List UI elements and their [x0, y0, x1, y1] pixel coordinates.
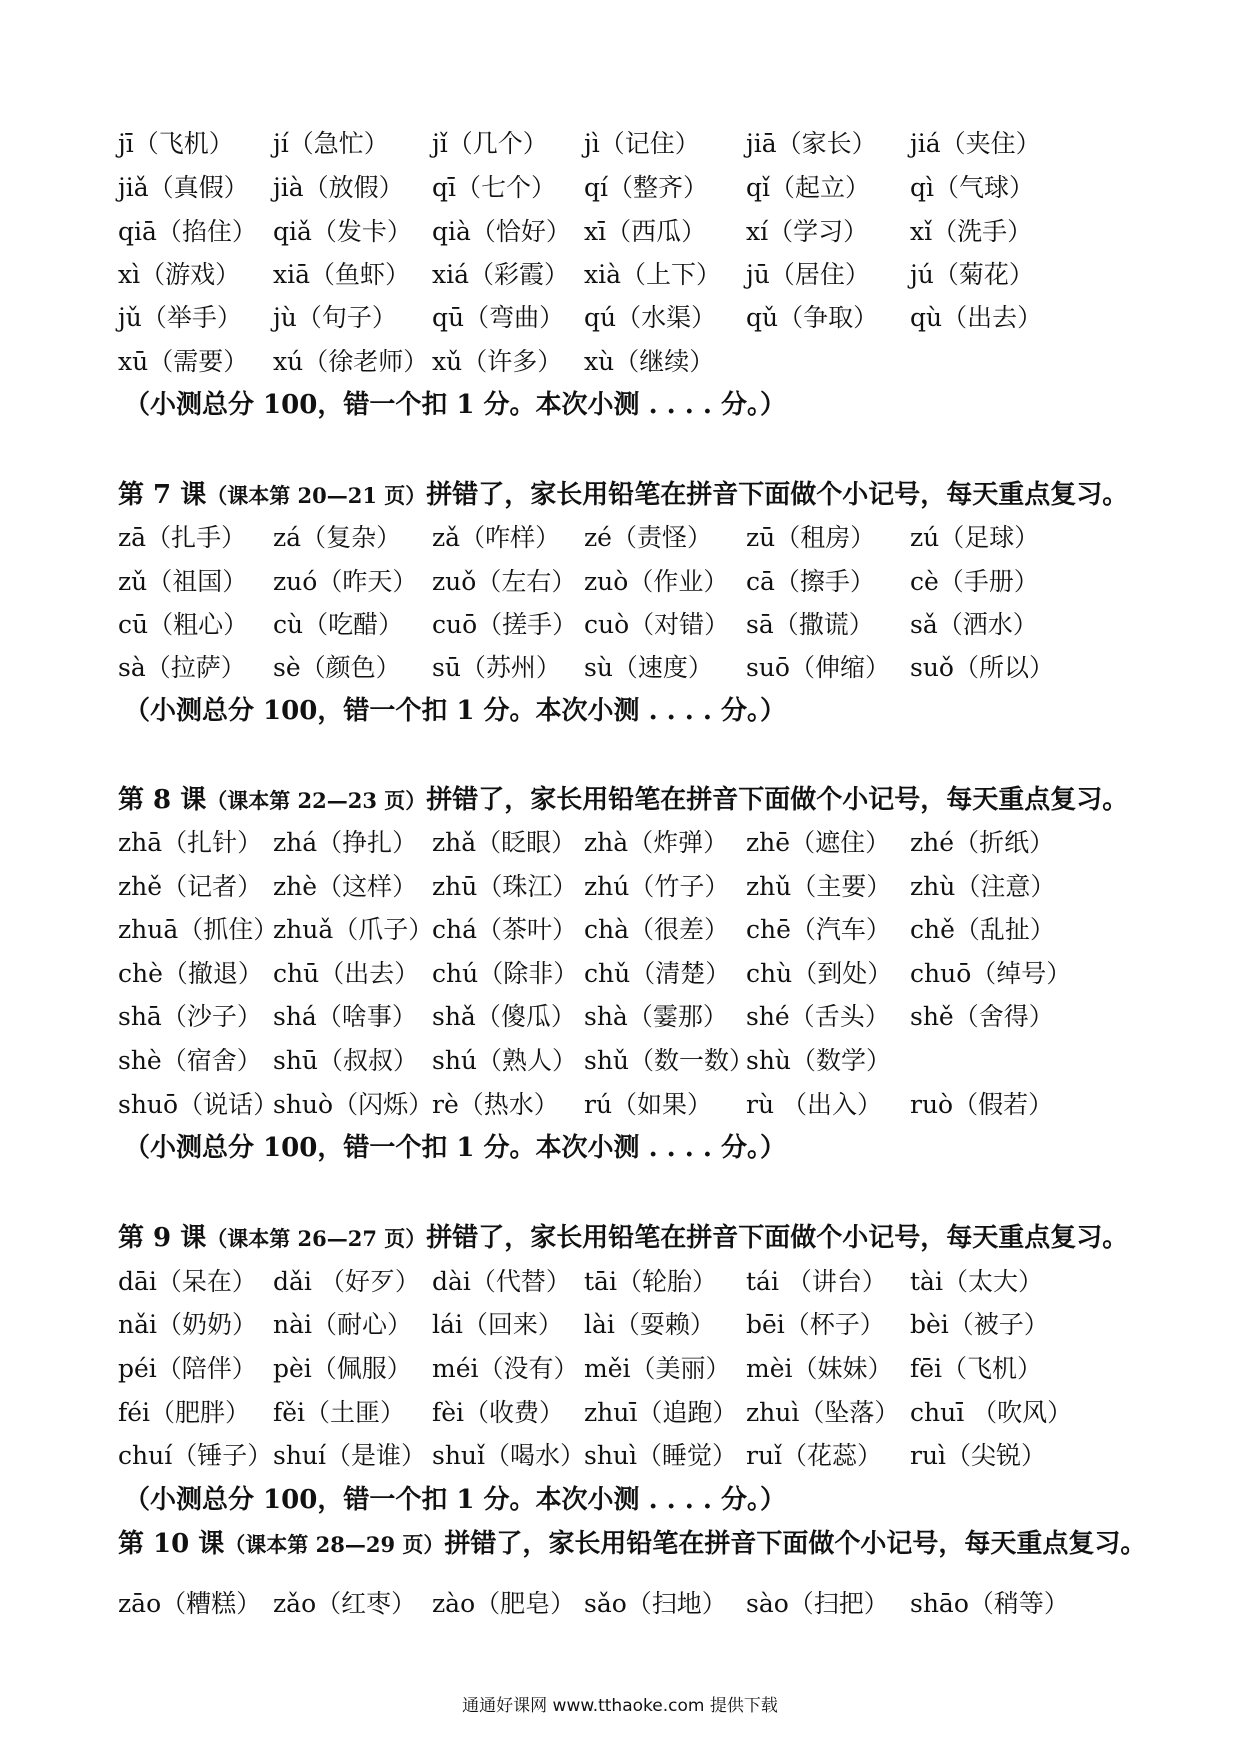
vocab-item: lái（回来） [432, 1310, 563, 1339]
lesson-pages: （课本第 22—23 页） [206, 788, 427, 813]
vocab-item: féi（肥胖） [118, 1398, 251, 1427]
vocab-item: xiā（鱼虾） [273, 260, 410, 289]
vocab-item: dāi（呆在） [118, 1267, 257, 1296]
vocab-item: lài（耍赖） [584, 1310, 715, 1339]
vocab-item: qiǎ（发卡） [273, 217, 412, 246]
vocab-item: jū（居住） [746, 260, 870, 289]
vocab-row [118, 210, 1138, 254]
vocab-row [118, 1391, 1138, 1435]
vocab-item: cù（吃醋） [273, 610, 404, 639]
vocab-item: jù（句子） [273, 303, 397, 332]
vocab-item: zū（租房） [746, 523, 876, 552]
vocab-item: zuò（作业） [584, 567, 729, 596]
vocab-item: méi（没有） [432, 1354, 579, 1383]
vocab-item: zào（肥皂） [432, 1589, 576, 1618]
vocab-item: zhè（这样） [273, 872, 418, 901]
vocab-item: sā（撒谎） [746, 610, 874, 639]
vocab-item: zé（责怪） [584, 523, 712, 552]
vocab-item: zhuì（坠落） [746, 1398, 900, 1427]
lesson-note: 拼错了，家长用铅笔在拼音下面做个小记号，每天重点复习。 [444, 1529, 1147, 1559]
lesson-heading [118, 1522, 1146, 1566]
vocab-item: sà（拉萨） [118, 653, 246, 682]
vocab-item: cū（粗心） [118, 610, 249, 639]
vocab-item: cuō（搓手） [432, 610, 578, 639]
vocab-item: tāi（轮胎） [584, 1267, 717, 1296]
vocab-item: suǒ（所以） [910, 653, 1054, 682]
vocab-item: suō（伸缩） [746, 653, 890, 682]
vocab-row [118, 122, 1138, 166]
vocab-item: shè（宿舍） [118, 1046, 262, 1075]
vocab-item: xū（需要） [118, 347, 249, 376]
vocab-item: tái （讲台） [746, 1267, 887, 1296]
vocab-item: zhǔ（主要） [746, 872, 892, 901]
vocab-item: chà（很差） [584, 915, 730, 944]
vocab-item: shà（霎那） [584, 1002, 728, 1031]
vocab-item: rú（如果） [584, 1090, 713, 1119]
vocab-row [118, 560, 1138, 604]
vocab-item: bèi（被子） [910, 1310, 1049, 1339]
vocab-row [118, 1582, 1138, 1626]
vocab-item: shé（舌头） [746, 1002, 890, 1031]
vocab-item: shá（啥事） [273, 1002, 417, 1031]
vocab-item: jí（急忙） [273, 129, 389, 158]
vocab-item: zā（扎手） [118, 523, 247, 552]
vocab-item: zǔ（祖国） [118, 567, 248, 596]
vocab-item: zāo（糟糕） [118, 1589, 262, 1618]
vocab-item: cuò（对错） [584, 610, 730, 639]
vocab-row [118, 1303, 1138, 1347]
vocab-item: xú（徐老师） [273, 347, 429, 376]
vocab-row [118, 995, 1138, 1039]
vocab-item: rè（热水） [432, 1090, 559, 1119]
lesson-heading [118, 1216, 1128, 1260]
vocab-row [118, 1260, 1138, 1304]
vocab-item: zǎo（红枣） [273, 1589, 417, 1618]
vocab-item: shū（叔叔） [273, 1046, 419, 1075]
quiz-score-note: （小测总分 100，错一个扣 1 分。本次小测 . . . . 分。） [124, 696, 786, 726]
vocab-item: zhà（炸弹） [584, 828, 729, 857]
vocab-item: chú（除非） [432, 959, 579, 988]
lesson-note: 拼错了，家长用铅笔在拼音下面做个小记号，每天重点复习。 [426, 1223, 1129, 1253]
vocab-item: jiá（夹住） [910, 129, 1041, 158]
lesson-heading [118, 778, 1128, 822]
vocab-item: nǎi（奶奶） [118, 1310, 258, 1339]
vocab-row [118, 340, 1138, 384]
vocab-item: sào（扫把） [746, 1589, 889, 1618]
vocab-item: zuó（昨天） [273, 567, 418, 596]
vocab-item: fěi（土匪） [273, 1398, 406, 1427]
vocab-item: zhù（注意） [910, 872, 1056, 901]
vocab-row [118, 296, 1138, 340]
vocab-item: sù（速度） [584, 653, 713, 682]
vocab-item: zhú（竹子） [584, 872, 730, 901]
vocab-item: zhá（挣扎） [273, 828, 418, 857]
vocab-item: qī（七个） [432, 173, 556, 202]
lesson-lesson: 第 8 课 [118, 785, 207, 815]
vocab-row [118, 516, 1138, 560]
vocab-item: fēi（飞机） [910, 1354, 1043, 1383]
vocab-item: xí（学习） [746, 217, 869, 246]
vocab-item: sū（苏州） [432, 653, 561, 682]
vocab-row [118, 646, 1138, 690]
vocab-item: qū（弯曲） [432, 303, 565, 332]
lesson-heading [118, 473, 1128, 517]
vocab-item: zhū（珠江） [432, 872, 578, 901]
vocab-item: jì（记住） [584, 129, 700, 158]
vocab-item: shuǐ（喝水） [432, 1441, 586, 1470]
vocab-row [118, 1347, 1138, 1391]
vocab-item: chē（汽车） [746, 915, 891, 944]
vocab-item: fèi（收费） [432, 1398, 565, 1427]
vocab-item: jǔ（举手） [118, 303, 242, 332]
vocab-item: chè（撤退） [118, 959, 263, 988]
vocab-item: chū（出去） [273, 959, 420, 988]
vocab-item: rù （出入） [746, 1090, 882, 1119]
lesson-lesson: 第 10 课 [118, 1529, 225, 1559]
vocab-item: qià（恰好） [432, 217, 571, 246]
vocab-item: xià（上下） [584, 260, 721, 289]
vocab-item: sǎo（扫地） [584, 1589, 727, 1618]
vocab-item: zuǒ（左右） [432, 567, 577, 596]
vocab-item: shuō（说话） [118, 1090, 279, 1119]
quiz-score-note: （小测总分 100，错一个扣 1 分。本次小测 . . . . 分。） [124, 390, 786, 420]
vocab-item: qí（整齐） [584, 173, 708, 202]
vocab-item: zhǎ（眨眼） [432, 828, 577, 857]
vocab-item: zhuā（抓住） [118, 915, 279, 944]
vocab-item: shuò（闪烁） [273, 1090, 434, 1119]
vocab-item: xǔ（许多） [432, 347, 563, 376]
vocab-item: jià（放假） [273, 173, 404, 202]
vocab-row [118, 1039, 1138, 1083]
vocab-item: tài（太大） [910, 1267, 1043, 1296]
vocab-item: chuī （吹风） [910, 1398, 1073, 1427]
vocab-item: jī（飞机） [118, 129, 234, 158]
vocab-item: shāo（稍等） [910, 1589, 1069, 1618]
vocab-item: péi（陪伴） [118, 1354, 257, 1383]
vocab-item: mèi（妹妹） [746, 1354, 893, 1383]
vocab-item: zú（足球） [910, 523, 1040, 552]
vocab-item: shù（数学） [746, 1046, 892, 1075]
vocab-item: pèi（佩服） [273, 1354, 412, 1383]
lesson-lesson: 第 9 课 [118, 1223, 207, 1253]
vocab-item: qiā（掐住） [118, 217, 257, 246]
vocab-item: ruò（假若） [910, 1090, 1054, 1119]
vocab-row [118, 603, 1138, 647]
vocab-item: qǔ（争取） [746, 303, 879, 332]
vocab-item: ruì（尖锐） [910, 1441, 1047, 1470]
vocab-row [118, 253, 1138, 297]
vocab-item: jǐ（几个） [432, 129, 548, 158]
vocab-item: shǎ（傻瓜） [432, 1002, 576, 1031]
vocab-item: jiǎ（真假） [118, 173, 249, 202]
vocab-item: chuí（锤子） [118, 1441, 273, 1470]
quiz-score-note: （小测总分 100，错一个扣 1 分。本次小测 . . . . 分。） [124, 1133, 786, 1163]
vocab-item: zǎ（咋样） [432, 523, 561, 552]
footer-credit: 通通好课网 www.tthaoke.com 提供下载 [462, 1696, 778, 1716]
vocab-item: shuì（睡觉） [584, 1441, 738, 1470]
vocab-item: jiā（家长） [746, 129, 877, 158]
vocab-item: xǐ（洗手） [910, 217, 1033, 246]
vocab-item: qì（气球） [910, 173, 1034, 202]
vocab-item: chě（乱扯） [910, 915, 1055, 944]
vocab-item: cè（手册） [910, 567, 1039, 596]
vocab-item: cā（擦手） [746, 567, 875, 596]
vocab-row [118, 1434, 1138, 1478]
vocab-item: chǔ（清楚） [584, 959, 731, 988]
vocab-item: xī（西瓜） [584, 217, 707, 246]
lesson-lesson: 第 7 课 [118, 480, 207, 510]
vocab-item: ruǐ（花蕊） [746, 1441, 883, 1470]
vocab-row [118, 865, 1138, 909]
vocab-item: jú（菊花） [910, 260, 1034, 289]
lesson-pages: （课本第 26—27 页） [206, 1226, 427, 1251]
vocab-row [118, 908, 1138, 952]
vocab-item: chuō（绰号） [910, 959, 1072, 988]
vocab-item: zhuǎ（爪子） [273, 915, 434, 944]
vocab-item: chá（茶叶） [432, 915, 578, 944]
quiz-score-note: （小测总分 100，错一个扣 1 分。本次小测 . . . . 分。） [124, 1485, 786, 1515]
vocab-item: sè（颜色） [273, 653, 401, 682]
lesson-note: 拼错了，家长用铅笔在拼音下面做个小记号，每天重点复习。 [426, 480, 1129, 510]
lesson-pages: （课本第 28—29 页） [224, 1532, 445, 1557]
vocab-row [118, 821, 1138, 865]
vocab-row [118, 952, 1138, 996]
vocab-row [118, 1083, 1138, 1127]
vocab-item: shú（熟人） [432, 1046, 578, 1075]
vocab-item: xù（继续） [584, 347, 715, 376]
vocab-item: shě（舍得） [910, 1002, 1054, 1031]
vocab-item: xiá（彩霞） [432, 260, 569, 289]
vocab-item: zá（复杂） [273, 523, 402, 552]
vocab-item: qù（出去） [910, 303, 1043, 332]
vocab-item: měi（美丽） [584, 1354, 731, 1383]
vocab-item: chù（到处） [746, 959, 893, 988]
vocab-row [118, 166, 1138, 210]
vocab-item: qú（水渠） [584, 303, 717, 332]
lesson-note: 拼错了，家长用铅笔在拼音下面做个小记号，每天重点复习。 [426, 785, 1129, 815]
vocab-item: nài（耐心） [273, 1310, 413, 1339]
vocab-item: zhé（折纸） [910, 828, 1055, 857]
vocab-item: zhē（遮住） [746, 828, 891, 857]
vocab-item: zhā（扎针） [118, 828, 263, 857]
lesson-pages: （课本第 20—21 页） [206, 483, 427, 508]
vocab-item: shuí（是谁） [273, 1441, 427, 1470]
vocab-item: shǔ（数一数） [584, 1046, 755, 1075]
vocab-item: xì（游戏） [118, 260, 241, 289]
vocab-item: dǎi （好歹） [273, 1267, 420, 1296]
vocab-item: shā（沙子） [118, 1002, 262, 1031]
vocab-item: dài（代替） [432, 1267, 571, 1296]
vocab-item: qǐ（起立） [746, 173, 870, 202]
vocab-item: zhě（记者） [118, 872, 263, 901]
vocab-item: zhuī（追跑） [584, 1398, 738, 1427]
vocab-item: sǎ（洒水） [910, 610, 1038, 639]
vocab-item: bēi（杯子） [746, 1310, 885, 1339]
